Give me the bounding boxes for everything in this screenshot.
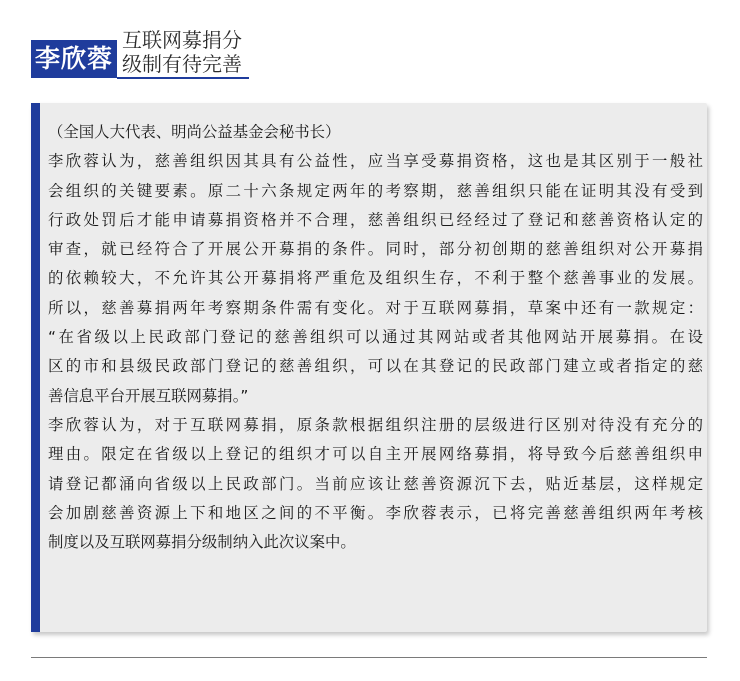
headline-line-2: 级制有待完善 (122, 52, 242, 76)
body-line: “在省级以上民政部门登记的慈善组织可以通过其网站或者其他网站开展募捐。在设 (48, 328, 703, 347)
headline-underline (117, 77, 249, 79)
body-line: 区的市和县级民政部门登记的慈善组织，可以在其登记的民政部门建立或者指定的慈 (48, 357, 703, 376)
card-accent-bar (31, 103, 40, 632)
headline (122, 28, 242, 76)
body-line: 李欣蓉认为，慈善组织因其具有公益性，应当享受募捐资格，这也是其区别于一般社 (48, 152, 703, 171)
body-line: 行政处罚后才能申请募捐资格并不合理，慈善组织已经经过了登记和慈善资格认定的 (48, 210, 703, 229)
bottom-divider (31, 657, 707, 658)
body-line: 制度以及互联网募捐分级制纳入此次议案中。 (48, 533, 356, 552)
body-line: 的依赖较大，不允许其公开募捐将严重危及组织生存，不利于整个慈善事业的发展。 (48, 269, 703, 288)
body-line: 理由。限定在省级以上登记的组织才可以自主开展网络募捐，将导致今后慈善组织申 (48, 445, 703, 464)
headline-line-1: 互联网募捐分 (122, 28, 242, 52)
speaker-title-line: （全国人大代表、明尚公益基金会秘书长） (48, 123, 341, 141)
body-line: 李欣蓉认为，对于互联网募捐，原条款根据组织注册的层级进行区别对待没有充分的 (48, 415, 703, 434)
body-line: 所以，慈善募捐两年考察期条件需有变化。对于互联网募捐，草案中还有一款规定： (48, 298, 703, 317)
body-line: 善信息平台开展互联网募捐。” (48, 386, 249, 405)
body-line: 请登记都涌向省级以上民政部门。当前应该让慈善资源沉下去，贴近基层，这样规定 (48, 474, 703, 493)
body-line: 会加剧慈善资源上下和地区之间的不平衡。李欣蓉表示，已将完善慈善组织两年考核 (48, 503, 703, 522)
body-line: 审查，就已经符合了开展公开募捐的条件。同时，部分初创期的慈善组织对公开募捐 (48, 240, 703, 259)
body-line: 会组织的关键要素。原二十六条规定两年的考察期，慈善组织只能在证明其没有受到 (48, 181, 703, 200)
speaker-name-badge: 李欣蓉 (31, 40, 117, 78)
article-card (31, 103, 707, 632)
article-header (31, 28, 251, 80)
article-body (48, 118, 703, 557)
